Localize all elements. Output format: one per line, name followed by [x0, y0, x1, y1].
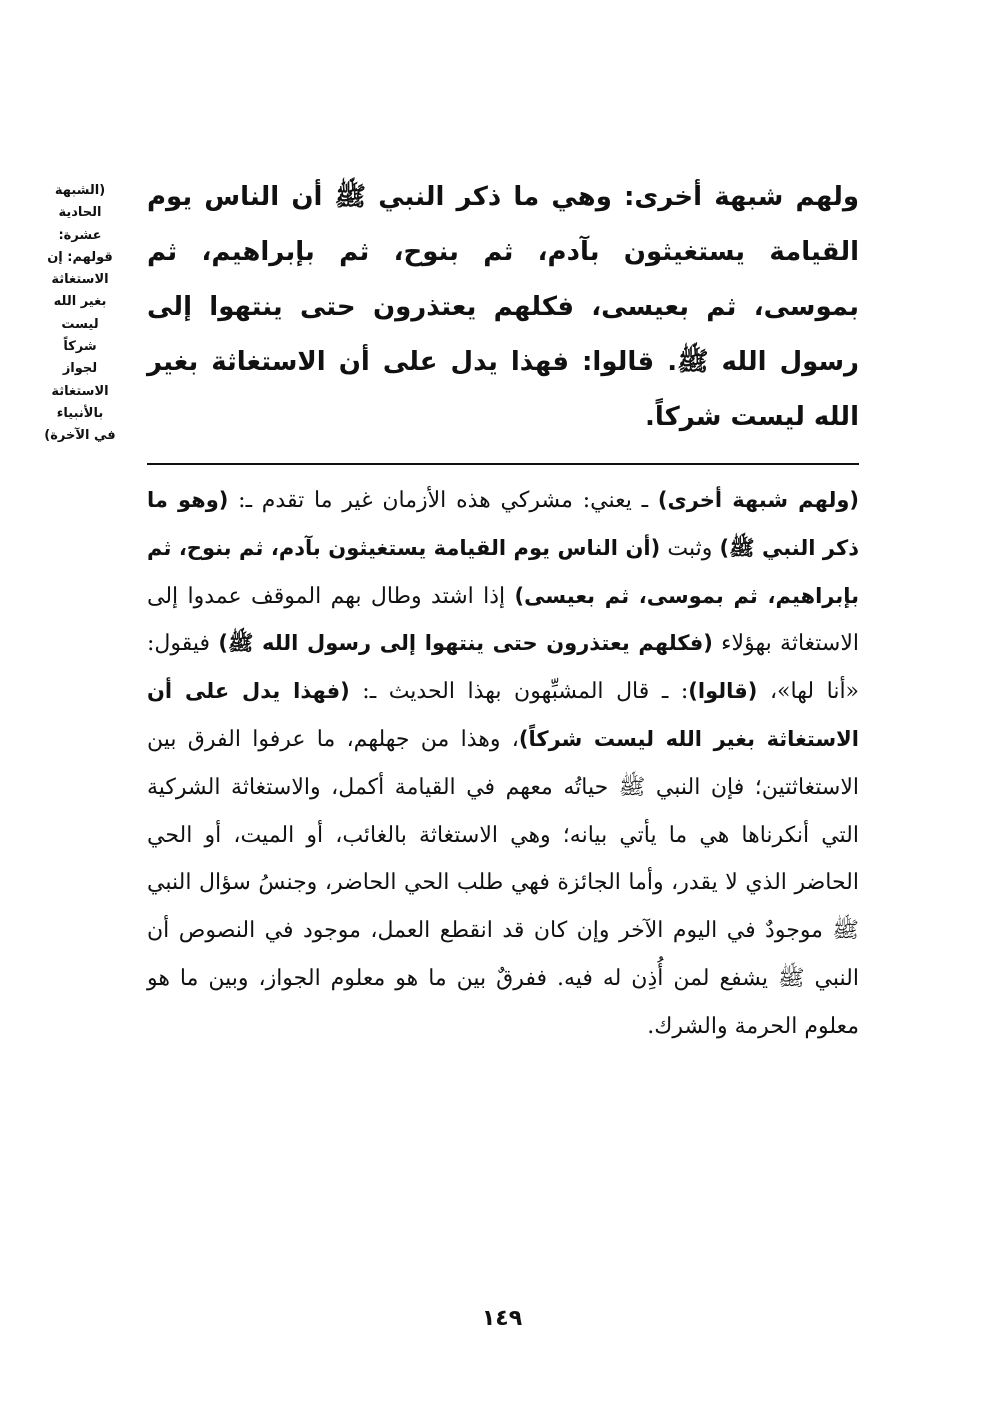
margin-note-line: الحادية: [58, 205, 102, 221]
page-number: ١٤٩: [481, 1306, 523, 1331]
section-divider: [147, 463, 859, 465]
sharh-quote: (فكلهم يعتذرون حتى ينتهوا إلى رسول الله ﷺ): [218, 631, 713, 656]
margin-note-line: بالأنبياء: [56, 405, 104, 421]
sharh-commentary: ، وهذا من جهلهم، ما عرفوا الفرق بين الاستغاثتين؛ فإن النبي ﷺ حياتُه معهم في القيامة أكمل، والاستغاثة الشركية التي أنكرناها هي ما يأتي بيانه؛ وهي الاستغاثة بالغائب، أو الميت، أو الحي الحاضر الذي لا يقدر، وأما الجائزة فهي طلب الحي الحاضر، وجنسُ سؤال النبي ﷺ موجودٌ في اليوم الآخر وإن كان قد انقطع العمل، موجود في النصوص أن النبي ﷺ يشفع لمن أُذِن له فيه. ففرقٌ بين ما هو معلوم الجواز، وبين ما هو معلوم الحرمة والشرك.: [147, 726, 859, 1039]
main-column: [147, 170, 859, 1051]
sharh-quote: (فهذا يدل على أن الاستغاثة بغير الله ليست شركاً): [147, 679, 859, 751]
sharh-quote: (وهو ما ذكر النبي ﷺ): [147, 488, 859, 560]
margin-note-line: بغير الله: [53, 294, 107, 310]
sharh-commentary: فيقول: «أنا لها»،: [147, 631, 860, 705]
margin-note-line: الاستغاثة: [51, 272, 109, 288]
margin-note-line: الاستغاثة: [51, 383, 109, 399]
sharh-text: [147, 477, 859, 1051]
sharh-quote: (أن الناس يوم القيامة يستغيثون بآدم، ثم بنوح، ثم بإبراهيم، ثم بموسى، ثم بعيسى): [147, 535, 860, 608]
sharh-commentary: إذا اشتد وطال بهم الموقف عمدوا إلى الاستغاثة بهؤلاء: [147, 583, 859, 657]
sharh-commentary: ـ يعني: مشركي هذه الأزمان غير ما تقدم ـ:: [228, 488, 658, 513]
margin-note-line: عشرة:: [58, 227, 102, 243]
sharh-quote: (ولهم شبهة أخرى): [657, 488, 859, 512]
margin-note-line: شركاً: [63, 339, 97, 355]
margin-note-line: ليست: [61, 316, 99, 332]
margin-note-line: في الآخرة): [44, 428, 116, 444]
matn-text: ولهم شبهة أخرى: وهي ما ذكر النبي ﷺ أن الناس يوم القيامة يستغيثون بآدم، ثم بنوح، ثم بإبراهيم، ثم بموسى، ثم بعيسى، فكلهم يعتذرون حتى ينتهوا إلى رسول الله ﷺ. قالوا: فهذا يدل على أن الاستغاثة بغير الله ليست شركاً.: [147, 182, 859, 432]
sharh-quote: (قالوا): [688, 679, 758, 704]
sharh-commentary: : ـ قال المشبِّهون بهذا الحديث ـ:: [349, 679, 689, 705]
margin-note-line: لجواز: [62, 361, 98, 377]
margin-note: [40, 180, 120, 448]
sharh-commentary: وثبت: [660, 535, 720, 561]
margin-note-line: (الشبهة: [54, 183, 106, 198]
margin-note-line: قولهم: إن: [47, 249, 113, 265]
